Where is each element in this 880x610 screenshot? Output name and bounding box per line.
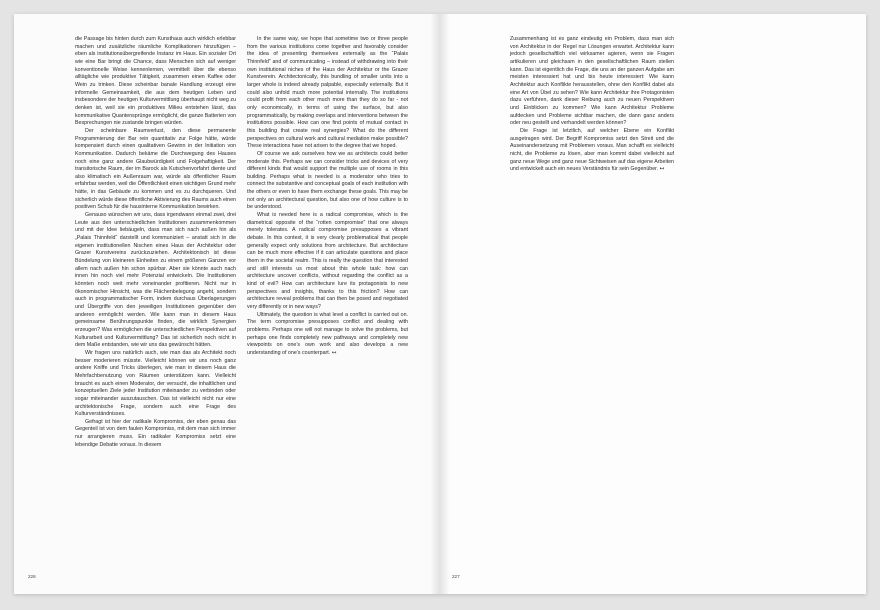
paragraph: die Passage bis hinten durch zum Kunsthaus auch wirklich erlebbar machen und zusätzliche räumliche Komplikationen hinzufügen – eben als institutionsübergreifende Instanz im Haus. Ein sozialer Ort wie eine Bar bringt die Chance, dass Menschen sich auf weniger konventionelle Weise kennenlernen, vermittelt über die ebenso alltägliche wie produktive Tätigkeit, zusammen einen Kaffee oder Wein zu trinken. Diese scheinbar banale Handlung erzeugt eine informelle Gemeinsamkeit, die aus dem heutigen Leben und insbesondere der heutigen Kulturvermittlung überhaupt nicht weg zu denken ist, weil sie ein produktives Milieu entstehen lässt, das kommunikative Quantensprünge ermöglicht, die ganze Batterien von Besprechungen nie zustande bringen würden. bbox=[75, 36, 236, 127]
book-spread bbox=[14, 14, 866, 594]
paragraph: Gefragt ist hier der radikale Kompromiss, der eben genau das Gegenteil ist von dem faulen Kompromiss, mit dem man sich immer nur arrangieren muss. Ein radikaler Kompromiss setzt eine lebendige Debatte voraus. In diesem bbox=[75, 418, 236, 448]
page-number: 227 bbox=[452, 574, 460, 579]
paragraph: Genauso wünschen wir uns, dass irgendwann einmal zwei, drei Leute aus den unterschiedlichen Institutionen zusammenkommen und mit der Idee liebäugeln, dass man sich nach außen hin als „Palais Thinnfeld“ darstellt und kommuniziert – anstatt sich in die eigenen institutionellen Nischen eines Haus der Architektur oder Grazer Kunstvereins zurückzuziehen. Architektonisch ist diese Bündelung von kleineren Einheiten zu einem größeren Ganzen vor allem nach außen hin schon spürbar. Aber sie könnte auch nach innen hin noch viel mehr Potenzial entwickeln. Die Institutionen könnten noch weit mehr voneinander profitieren. Nicht nur in ökonomischer Hinsicht, was die Flächenbelegung angeht, sondern auch in programmatischer Form, indem durchaus Überlagerungen und Übergriffe von den jeweiligen Institutionen gegenüber den anderen ermöglicht werden. Wie kann man in diesem Haus gemeinsame Berührungspunkte finden, die wirklich Synergien erzeugen? Was ermöglichen die unterschiedlichen Perspektiven auf Kulturarbeit und Kulturvermittlung? Das ist sicherlich noch nicht in dem Maße entstanden, wie wir uns das gewünscht hätten. bbox=[75, 212, 236, 349]
paragraph: Of course we ask ourselves how we as architects could better moderate this. Perhaps we can consider tricks and devices of very different kinds that would support the multiple use of rooms in this building. Perhaps what is needed is a moderator who tries to connect the substantive and conceptual goals of each institution with the others or even to have them exchange these goals. This may be not only an architectural question, but also one of how culture is to be understood. bbox=[247, 150, 408, 211]
paragraph: Ultimately, the question is what level a conflict is carried out on. The term compromise presupposes conflict and dealing with problems. Perhaps one will not manage to solve the problems, but perhaps one finds completely new pathways and completely new viewpoints on one’s own work and also develops a new understanding of one’s counterpart. ↤ bbox=[247, 311, 408, 356]
paragraph: What is needed here is a radical compromise, which is the diametrical opposite of the “rotten compromise” that one always merely tolerates. A radical compromise presupposes a vibrant debate. In this context, it is very clearly problematical that people generally expect only solutions from architecture. But architecture can be much more effective if it can articulate questions and place them in the societal realm. This is really the question that interested and still interests us most about this whole task: how can architecture uncover conflicts, without regarding the conflict as a kind of evil? How can architecture lure its protagonists to new perspectives and insights, thanks to this friction? How can architecture reveal problems that can then be posed and negotiated very differently or in new ways? bbox=[247, 212, 408, 310]
paragraph: Der scheinbare Raumverlust, den diese permanente Programmierung der Bar rein quantitativ zur Folge hätte, würde kompensiert durch einen qualitativen Gewinn in der Initiation von Kommunikation. Dadurch bekäme die Durchwegung des Hauses noch eine ganz andere Glaubwürdigkeit und Folgehaftigkeit. Der transitorische Raum, der im Barock als Kutschenvorfahrt diente und also klimatisch ein Außenraum war, würde als öffentlicher Raum erfahrbar werden, weil die Öffentlichkeit einen wichtigen Grund mehr hätte, in das Gebäude zu kommen und es zu durchqueren. Und sicherlich würde diese öffentliche Aktivierung des Raums auch einen positiven Schub für die hausinterne Kommunikation bewirken. bbox=[75, 127, 236, 211]
right-page bbox=[440, 14, 866, 594]
paragraph: Zusammenhang ist es ganz eindeutig ein Problem, dass man sich von Architektur in der Regel nur Lösungen erwartet. Architektur kann jedoch gesellschaftlich viel wirksamer agieren, wenn sie Fragen artikulieren und gleichsam in den gesellschaftlichen Raum stellen kann. Das ist eigentlich die Frage, die uns an der ganzen Aufgabe am meisten interessiert hat und bis heute interessiert: Wie kann Architektur auch Konflikte herausstellen, ohne den Konflikt dabei als eine Art von Übel zu sehen? Wie kann Architektur ihre Protagonisten dazu verführen, dank dieser Reibung auch zu neuen Perspektiven und Einblicken zu kommen? Wie kann Architektur Probleme aufdecken und Probleme sichtbar machen, die dann ganz anders oder neu gestellt und verhandelt werden können? bbox=[510, 36, 674, 127]
left-page-german-column bbox=[75, 36, 236, 449]
paragraph: Wir fragen uns natürlich auch, wie man das als Architekt noch besser moderieren müsste. Vielleicht können wir uns noch ganz andere Kniffe und Tricks überlegen, wie man in diesem Haus die Mehrfachbenutzung von Räumen unterstützen kann. Vielleicht braucht es auch einen Moderator, der versucht, die inhaltlichen und konzeptuellen Ziele jeder Institution miteinander zu verbinden oder sogar miteinander auszutauschen. Das ist vielleicht nicht nur eine architektonische Frage, sondern auch eine Frage des Kulturverständnisses. bbox=[75, 349, 236, 418]
paragraph: In the same way, we hope that sometime two or three people from the various institutions come together and favorably consider the idea of presenting themselves externally as the “Palais Thinnfeld” and of communicating – instead of withdrawing into their own institutional niches of the Haus der Architektur or the Grazer Kunstverein. Architectonically, this bundling of smaller units into a larger whole is indeed already palpable, especially externally. But it could also unfold much more potential internally. The institutions could profit from each other much more than they do so far - not only economically, in terms of using the surface, but also programmatically, by making overlaps and interventions between the institutions possible. How can one find points of mutual contact in this building that create real synergies? What do the different perspectives on cultural work and cultural mediation make possible? These interactions have not arisen to the degree that we hoped. bbox=[247, 36, 408, 150]
left-page-english-column bbox=[247, 36, 408, 358]
paragraph: Die Frage ist letztlich, auf welcher Ebene ein Konflikt ausgetragen wird. Der Begriff Kompromiss setzt den Streit und die Auseinandersetzung mit Problemen voraus. Man schafft es vielleicht nicht, die Probleme zu lösen, aber man kommt dabei vielleicht auf ganz neue Wege und ganz neue Sichtweisen auf das eigene Arbeiten und entwickelt auch ein neues Verständnis für sein Gegenüber. ↤ bbox=[510, 127, 674, 173]
page-number: 226 bbox=[28, 574, 36, 579]
right-page-german-column bbox=[510, 36, 674, 174]
left-page bbox=[14, 14, 440, 594]
